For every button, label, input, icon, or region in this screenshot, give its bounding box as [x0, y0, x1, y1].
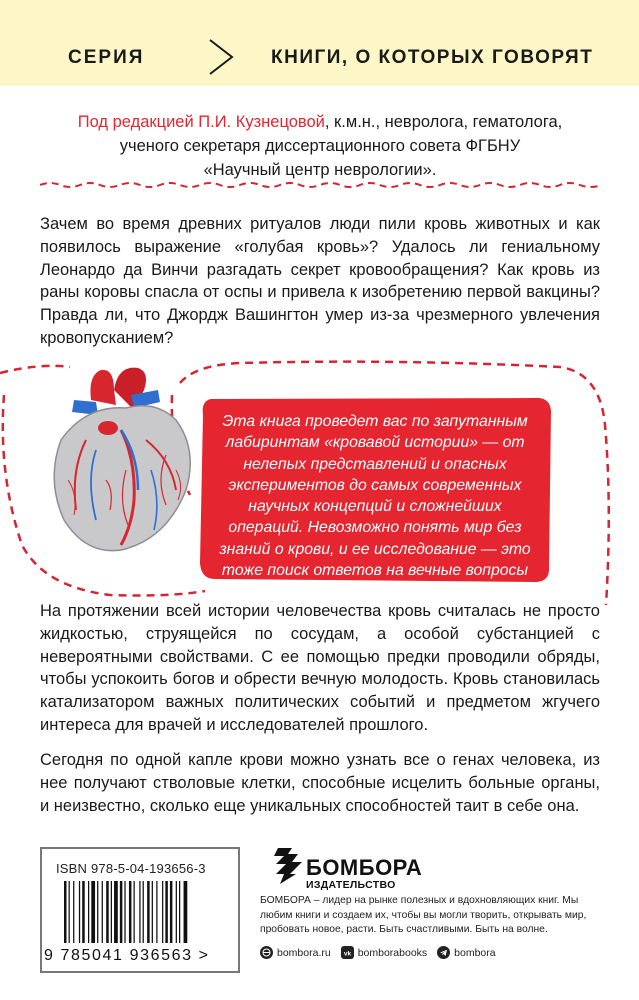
svg-text:vk: vk [343, 950, 351, 958]
bombora-logo-icon [272, 846, 304, 886]
callout-box [197, 393, 553, 601]
chevron-right-icon [202, 38, 242, 76]
heart-illustration [26, 360, 206, 560]
editor-name: Под редакцией П.И. Кузнецовой [77, 113, 325, 131]
callout-text: Эта книга проведет вас по запутанным лабиринтам «кровавой истории» — от нелепых представлений и опасных экспериментов до самых современных научных концепций и сложнейших операций. Невозможно понять мир без знаний о крови, и ее исследование — это тоже поиск ответов на вечные вопросы человека: кто мы и откуда? [219, 413, 531, 601]
intro-paragraph: Зачем во время древних ритуалов люди пили кровь животных и как появилось выражение «голубая кровь»? Удалось ли гениальному Леонардо да Винчи разгадать секрет кровообращения? Как кровь из раны коровы спасла от оспы и привела к изобретению первой вакцины? Правда ли, что Джордж Вашингтон умер из-за чрезмерного увлечения кровопусканием? [40, 215, 600, 347]
publisher-subtitle: ИЗДАТЕЛЬСТВО [306, 879, 396, 891]
social-website-label: bombora.ru [277, 946, 331, 959]
telegram-icon [437, 946, 450, 959]
series-title: КНИГИ, О КОТОРЫХ ГОВОРЯТ [271, 47, 594, 68]
globe-icon [260, 946, 273, 959]
series-banner [0, 0, 639, 86]
isbn-number: ISBN 978-5-04-193656-3 [56, 861, 206, 876]
history-paragraph: На протяжении всей истории человечества кровь считалась не просто жидкостью, струящейся по сосудам, а особой субстанцией с невероятными свойствами. С ее помощью предки проводили обряды, чтобы успокоить богов и обрести вечную молодость. Кровь становилась катализатором важных политических событий и предметом жгучего интереса для врачей и исследователей прошлого. [40, 602, 600, 734]
editor-line-3: «Научный центр неврологии». [203, 161, 437, 179]
social-vk-label: bomborabooks [357, 946, 428, 959]
social-telegram[interactable] [437, 946, 495, 959]
social-website[interactable] [260, 946, 331, 959]
editor-credentials: , к.м.н., невролога, гематолога, [324, 113, 563, 131]
social-telegram-label: bombora [454, 946, 496, 959]
isbn-block [40, 847, 240, 973]
publisher-name: БОМБОРА [306, 855, 423, 880]
today-paragraph: Сегодня по одной капле крови можно узнать все о генах человека, из нее получают стволовые клетки, способные исцелить больные органы, и неизвестно, сколько еще уникальных способностей таит в себе она. [40, 751, 600, 815]
vk-icon [341, 946, 354, 959]
social-links [260, 946, 506, 959]
publisher-description: БОМБОРА – лидер на рынке полезных и вдохновляющих книг. Мы любим книги и создаем их, чтобы вы могли творить, открывать мир, пробовать новое, расти. Быть счастливыми. Быть на волне. [260, 895, 587, 936]
wavy-separator [40, 180, 602, 190]
editor-credit [40, 110, 600, 182]
editor-line-2: ученого секретаря диссертационного совета ФГБНУ [119, 137, 521, 155]
editor-line-1 [40, 110, 600, 134]
barcode-image [62, 881, 222, 943]
barcode-digits: 9 785041 936563 > [44, 947, 210, 964]
series-label: СЕРИЯ [68, 47, 145, 68]
social-vk[interactable] [341, 946, 427, 959]
